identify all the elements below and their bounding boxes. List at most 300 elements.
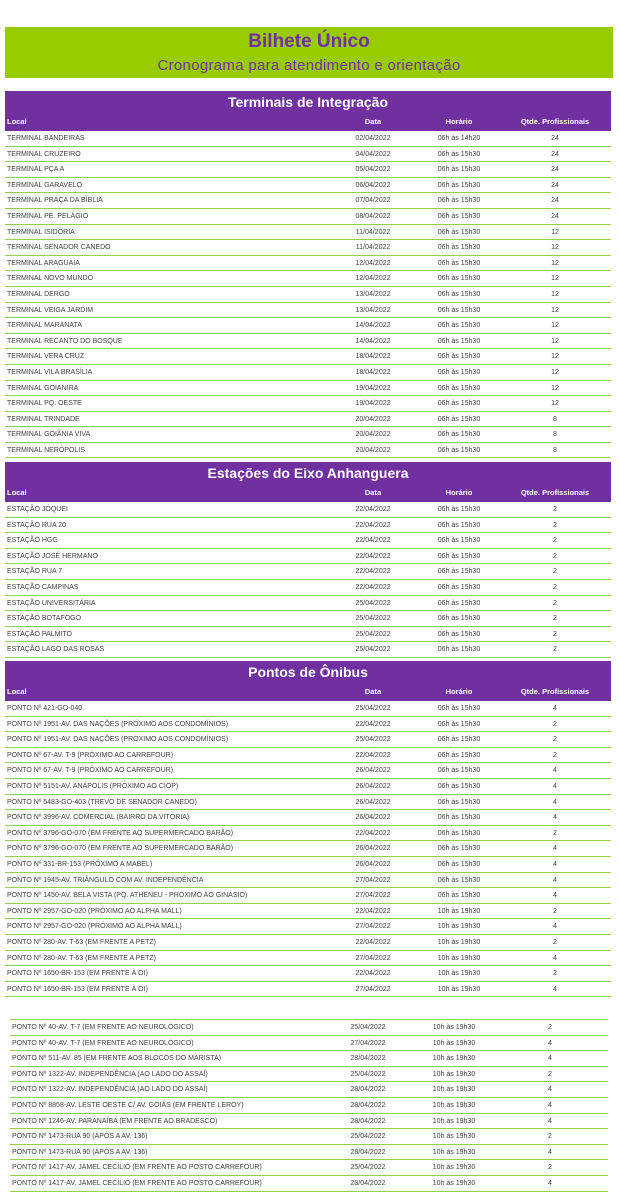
cell-local: TERMINAL RECANTO DO BOSQUE [7,337,123,345]
cell-qtde: 4 [553,876,557,884]
table-row [5,303,611,319]
section-title: Estações do Eixo Anhanguera [5,462,611,484]
column-header-local: Local [7,687,27,696]
cell-data: 27/04/2022 [355,954,391,962]
cell-qtde: 2 [553,615,557,623]
cell-data: 19/04/2022 [355,384,391,392]
cell-qtde: 2 [553,552,557,560]
cell-local: TERMINAL NOVO MUNDO [7,275,94,283]
table-row [10,1020,608,1036]
cell-qtde: 4 [553,860,557,868]
table-row [5,287,611,303]
section-pontos [5,661,611,997]
cell-qtde: 4 [548,1179,552,1187]
table-row [10,1036,608,1052]
cell-horario: 06h às 15h30 [437,782,481,790]
table-row [10,1114,608,1130]
cell-horario: 10h às 19h30 [432,1148,476,1156]
section-terminais [5,91,611,458]
cell-horario: 10h às 19h30 [432,1039,476,1047]
cell-local: PONTO Nº 40-AV. T-7 (EM FRENTE AO NEUROLÓGICO) [12,1024,194,1031]
table-row [10,1129,608,1145]
cell-local: TERMINAL PRAÇA DA BÍBLIA [7,197,103,205]
cell-horario: 06h às 15h30 [437,798,481,806]
cell-local: TERMINAL ARAGUAIA [7,259,80,267]
cell-data: 11/04/2022 [355,228,391,236]
table-row [10,1176,608,1192]
column-header-data: Data [364,687,382,696]
cell-local: TERMINAL VEIGA JARDIM [7,306,94,314]
cell-local: PONTO Nº 511-AV. 85 (EM FRENTE AOS BLOCOS DO MARISTA) [12,1055,222,1063]
cell-data: 06/04/2022 [355,181,391,189]
column-header-local: Local [7,488,27,497]
table-row [5,564,611,580]
table-body [5,131,611,458]
cell-local: ESTAÇÃO BOTAFOGO [7,615,82,623]
cell-qtde: 24 [551,150,559,158]
cell-qtde: 2 [553,907,557,915]
table-row [5,365,611,381]
cell-qtde: 2 [553,646,557,654]
cell-horario: 06h às 15h30 [437,506,481,513]
cell-horario: 06h às 15h30 [437,736,481,744]
cell-qtde: 4 [553,923,557,931]
cell-data: 08/04/2022 [355,212,391,220]
table-row [5,412,611,428]
cell-horario: 10h às 19h30 [432,1024,476,1031]
cell-data: 22/04/2022 [355,552,391,560]
cell-local: PONTO Nº 1322-AV. INDEPENDÊNCIA (AO LADO DO ASSAÍ) [12,1070,208,1078]
cell-qtde: 2 [553,537,557,545]
cell-qtde: 24 [551,135,559,142]
cell-data: 20/04/2022 [355,431,391,439]
cell-qtde: 2 [553,521,557,529]
cell-horario: 06h às 15h30 [437,228,481,236]
cell-local: TERMINAL MARANATA [7,322,82,330]
cell-local: PONTO Nº 67-AV. T-9 (PRÓXIMO AO CARREFOUR) [7,751,174,759]
cell-qtde: 12 [551,275,559,283]
cell-horario: 10h às 19h30 [437,907,481,915]
cell-local: TERMINAL ISIDÓRIA [7,228,75,236]
cell-local: PONTO Nº 2957-GO-020 (PRÓXIMO AO ALPHA MALL) [7,907,182,915]
cell-horario: 10h às 19h30 [432,1117,476,1125]
table-body [5,502,611,658]
section-estacoes [5,462,611,658]
cell-data: 28/04/2022 [350,1179,386,1187]
cell-horario: 06h às 15h30 [437,537,481,545]
cell-data: 22/04/2022 [355,521,391,529]
cell-horario: 06h às 15h30 [437,353,481,361]
table-row [5,779,611,795]
cell-qtde: 4 [553,767,557,775]
cell-local: TERMINAL SENADOR CANEDO [7,244,111,252]
cell-data: 20/04/2022 [355,446,391,454]
table-row [5,951,611,967]
table-row [5,982,611,998]
cell-qtde: 4 [553,985,557,993]
cell-local: PONTO Nº 1951-AV. DAS NAÇÕES (PRÓXIMO AOS CONDOMÍNIOS) [7,736,229,744]
cell-data: 13/04/2022 [355,306,391,314]
page-subtitle: Cronograma para atendimento e orientação [157,57,461,74]
cell-data: 25/04/2022 [355,599,391,607]
cell-data: 27/04/2022 [355,892,391,900]
cell-local: PONTO Nº 280-AV. T-63 (EM FRENTE A PETZ) [7,954,156,962]
cell-horario: 06h às 15h30 [437,337,481,345]
cell-qtde: 8 [553,431,557,439]
table-row [5,701,611,717]
cell-data: 26/04/2022 [355,782,391,790]
table-row [5,826,611,842]
table-row [5,271,611,287]
section-title: Terminais de Integração [5,91,611,113]
table-row [5,873,611,889]
table-row [5,349,611,365]
cell-horario: 10h às 19h30 [437,970,481,978]
cell-qtde: 4 [548,1117,552,1125]
cell-data: 27/04/2022 [355,876,391,884]
cell-horario: 06h às 15h30 [437,212,481,220]
cell-qtde: 24 [551,181,559,189]
table-row [5,966,611,982]
cell-data: 20/04/2022 [355,415,391,423]
table-row [5,533,611,549]
cell-qtde: 2 [553,720,557,728]
cell-horario: 06h às 15h30 [437,720,481,728]
cell-qtde: 2 [553,736,557,744]
cell-data: 22/04/2022 [355,506,391,513]
cell-data: 25/04/2022 [355,736,391,744]
cell-local: PONTO Nº 280-AV. T-63 (EM FRENTE A PETZ) [7,938,156,946]
cell-local: PONTO Nº 2957-GO-020 (PRÓXIMO AO ALPHA MALL) [7,923,182,931]
cell-qtde: 24 [551,197,559,205]
table-row [5,795,611,811]
column-header-row [5,683,611,701]
cell-data: 22/04/2022 [355,537,391,545]
cell-local: TERMINAL CRUZEIRO [7,150,81,158]
cell-qtde: 2 [553,751,557,759]
cell-horario: 10h às 19h30 [437,985,481,993]
cell-local: PONTO Nº 1246-AV. PARANAÍBA (EM FRENTE AO BRADESCO) [12,1117,218,1125]
cell-data: 26/04/2022 [355,814,391,822]
cell-horario: 06h às 15h30 [437,583,481,591]
title-banner [5,27,613,78]
cell-local: PONTO Nº 1473-RUA 90 (APÓS A AV. 136) [12,1148,148,1156]
table-row [10,1145,608,1161]
cell-horario: 06h às 15h30 [437,400,481,408]
section-title: Pontos de Ônibus [5,661,611,683]
cell-data: 22/04/2022 [355,568,391,576]
cell-local: ESTAÇÃO CAMPINAS [7,583,79,591]
cell-data: 12/04/2022 [355,275,391,283]
cell-horario: 10h às 19h30 [437,938,481,946]
cell-local: PONTO Nº 8858-AV. LESTE OESTE C/ AV. GOIÁS (EM FRENTE LEROY) [12,1101,244,1109]
column-header-local: Local [7,117,27,126]
cell-data: 25/04/2022 [350,1164,386,1172]
table-row [5,396,611,412]
cell-data: 25/04/2022 [350,1070,386,1078]
cell-qtde: 2 [553,506,557,513]
column-header-qtde: Qtde. Profissionais [520,117,590,126]
table-row [5,748,611,764]
cell-horario: 06h às 15h30 [437,415,481,423]
cell-local: TERMINAL GOIÂNIA VIVA [7,431,91,439]
cell-horario: 06h às 15h30 [437,599,481,607]
table-row [10,1051,608,1067]
table-row [5,193,611,209]
cell-horario: 06h às 15h30 [437,876,481,884]
cell-local: ESTAÇÃO JOSÉ HERMANO [7,552,98,560]
cell-qtde: 4 [553,705,557,712]
table-row [5,443,611,459]
column-header-data: Data [364,117,382,126]
cell-horario: 06h às 15h30 [437,197,481,205]
cell-horario: 10h às 19h30 [437,923,481,931]
cell-horario: 06h às 14h20 [437,135,481,142]
cell-qtde: 24 [551,212,559,220]
cell-local: PONTO Nº 67-AV. T-9 (PRÓXIMO AO CARREFOUR) [7,767,174,775]
column-header-qtde: Qtde. Profissionais [520,687,590,696]
cell-local: ESTAÇÃO RUA 20 [7,521,67,529]
cell-local: TERMINAL GARAVELO [7,181,83,189]
table-row [5,502,611,518]
table-row [5,318,611,334]
cell-local: PONTO Nº 1650-BR-153 (EM FRENTE À OI) [7,970,148,978]
cell-local: PONTO Nº 331-BR-153 (PRÓXIMO A MABEL) [7,860,153,868]
column-header-row [5,484,611,502]
cell-qtde: 12 [551,228,559,236]
cell-qtde: 2 [548,1164,552,1172]
cell-qtde: 4 [553,845,557,853]
cell-horario: 06h às 15h30 [437,860,481,868]
cell-local: TERMINAL PÇA A [7,166,65,174]
cell-local: TERMINAL DERGO [7,290,70,298]
cell-qtde: 2 [553,583,557,591]
table-row [5,162,611,178]
cell-horario: 10h às 19h30 [437,954,481,962]
cell-horario: 06h às 15h30 [437,306,481,314]
cell-local: PONTO Nº 1450-AV. BELA VISTA (PQ. ATHENEU - PRÓXIMO AO GINÁSIO) [7,892,248,900]
cell-local: PONTO Nº 3996-AV. COMERCIAL (BAIRRO DA VITÓRIA) [7,814,190,822]
table-row [5,518,611,534]
cell-local: TERMINAL GOIANIRA [7,384,79,392]
cell-data: 25/04/2022 [355,630,391,638]
cell-data: 11/04/2022 [355,244,391,252]
cell-qtde: 12 [551,259,559,267]
cell-local: PONTO Nº 5151-AV. ANÁPOLIS (PRÓXIMO AO CIOP) [7,782,179,790]
cell-qtde: 2 [548,1133,552,1141]
cell-data: 27/04/2022 [355,985,391,993]
column-header-data: Data [364,488,382,497]
cell-qtde: 4 [553,798,557,806]
cell-data: 28/04/2022 [350,1117,386,1125]
cell-local: ESTAÇÃO RUA 7 [7,568,63,576]
cell-data: 25/04/2022 [350,1024,386,1031]
cell-data: 22/04/2022 [355,720,391,728]
table-body [10,1020,608,1192]
cell-local: PONTO Nº 421-GO-040 [7,705,83,712]
cell-data: 25/04/2022 [355,646,391,654]
cell-local: TERMINAL BANDEIRAS [7,135,85,142]
cell-local: ESTAÇÃO JÓQUEI [7,506,68,513]
table-row [5,580,611,596]
cell-qtde: 4 [548,1055,552,1063]
cell-horario: 06h às 15h30 [437,244,481,252]
table-row [5,642,611,658]
table-row [10,1098,608,1114]
table-row [5,147,611,163]
cell-local: PONTO Nº 1951-AV. DAS NAÇÕES (PRÓXIMO AOS CONDOMÍNIOS) [7,720,229,728]
cell-qtde: 2 [553,970,557,978]
cell-local: TERMINAL PQ. OESTE [7,400,82,408]
cell-data: 22/04/2022 [355,829,391,837]
continuation-table [10,1019,608,1192]
cell-data: 04/04/2022 [355,150,391,158]
cell-horario: 06h às 15h30 [437,384,481,392]
cell-data: 22/04/2022 [355,907,391,915]
cell-data: 25/04/2022 [355,705,391,712]
cell-local: PONTO Nº 1473-RUA 90 (APÓS A AV. 136) [12,1133,148,1141]
cell-horario: 06h às 15h30 [437,166,481,174]
cell-data: 14/04/2022 [355,337,391,345]
cell-horario: 06h às 15h30 [437,446,481,454]
cell-horario: 10h às 19h30 [432,1086,476,1094]
cell-horario: 06h às 15h30 [437,181,481,189]
table-row [5,240,611,256]
table-row [5,904,611,920]
table-row [5,611,611,627]
cell-horario: 06h às 15h30 [437,431,481,439]
cell-horario: 06h às 15h30 [437,521,481,529]
table-row [5,919,611,935]
table-row [5,381,611,397]
cell-qtde: 2 [548,1024,552,1031]
cell-data: 22/04/2022 [355,751,391,759]
cell-data: 27/04/2022 [350,1039,386,1047]
table-row [10,1067,608,1083]
table-row [5,225,611,241]
cell-data: 27/04/2022 [355,923,391,931]
cell-qtde: 4 [548,1101,552,1109]
column-header-horario: Horário [445,488,473,497]
cell-qtde: 12 [551,337,559,345]
cell-horario: 10h às 19h30 [432,1070,476,1078]
table-row [5,717,611,733]
cell-qtde: 12 [551,353,559,361]
table-row [5,334,611,350]
cell-horario: 06h às 15h30 [437,322,481,330]
cell-local: PONTO Nº 1945-AV. TRIÂNGULO COM AV. INDEPENDÊNCIA [7,876,204,884]
table-body [5,701,611,997]
cell-horario: 06h às 15h30 [437,829,481,837]
cell-horario: 06h às 15h30 [437,552,481,560]
cell-data: 02/04/2022 [355,135,391,142]
cell-qtde: 12 [551,290,559,298]
cell-data: 26/04/2022 [355,860,391,868]
cell-local: ESTAÇÃO UNIVERSITÁRIA [7,599,96,607]
cell-local: PONTO Nº 40-AV. T-7 (EM FRENTE AO NEUROLÓGICO) [12,1039,194,1047]
cell-local: ESTAÇÃO HGG [7,537,58,545]
cell-data: 07/04/2022 [355,197,391,205]
cell-qtde: 12 [551,368,559,376]
cell-qtde: 2 [553,630,557,638]
cell-qtde: 4 [553,892,557,900]
table-row [5,732,611,748]
cell-local: PONTO Nº 1322-AV. INDEPENDÊNCIA (AO LADO DO ASSAÍ) [12,1086,208,1094]
cell-local: TERMINAL PE. PELÁGIO [7,212,89,220]
cell-qtde: 8 [553,446,557,454]
cell-qtde: 12 [551,384,559,392]
cell-horario: 06h às 15h30 [437,290,481,298]
cell-local: PONTO Nº 5483-GO-403 (TREVO DE SENADOR CANEDO) [7,798,197,806]
cell-qtde: 12 [551,400,559,408]
cell-data: 22/04/2022 [355,970,391,978]
cell-local: TERMINAL TRINDADE [7,415,80,423]
cell-horario: 06h às 15h30 [437,615,481,623]
cell-qtde: 4 [548,1039,552,1047]
cell-qtde: 8 [553,415,557,423]
cell-qtde: 4 [553,814,557,822]
column-header-horario: Horário [445,117,473,126]
page-title: Bilhete Único [248,31,370,52]
cell-horario: 06h às 15h30 [437,646,481,654]
cell-data: 18/04/2022 [355,368,391,376]
cell-horario: 06h às 15h30 [437,568,481,576]
cell-qtde: 2 [553,568,557,576]
cell-data: 26/04/2022 [355,767,391,775]
cell-local: PONTO Nº 1650-BR-153 (EM FRENTE À OI) [7,985,148,993]
column-header-qtde: Qtde. Profissionais [520,488,590,497]
cell-local: TERMINAL VERA CRUZ [7,353,85,361]
cell-data: 28/04/2022 [350,1086,386,1094]
cell-local: TERMINAL VILA BRASÍLIA [7,368,93,376]
cell-horario: 10h às 19h30 [432,1164,476,1172]
table-row [5,596,611,612]
cell-qtde: 12 [551,322,559,330]
column-header-horario: Horário [445,687,473,696]
cell-horario: 06h às 15h30 [437,845,481,853]
cell-data: 26/04/2022 [355,845,391,853]
cell-qtde: 24 [551,166,559,174]
cell-data: 28/04/2022 [350,1101,386,1109]
table-row [5,841,611,857]
cell-data: 22/04/2022 [355,583,391,591]
table-row [5,131,611,147]
cell-horario: 06h às 15h30 [437,892,481,900]
cell-horario: 06h às 15h30 [437,751,481,759]
table-row [5,256,611,272]
cell-horario: 06h às 15h30 [437,814,481,822]
cell-horario: 10h às 19h30 [432,1133,476,1141]
cell-data: 25/04/2022 [355,615,391,623]
cell-qtde: 2 [553,938,557,946]
cell-qtde: 4 [553,782,557,790]
table-row [5,178,611,194]
table-row [5,427,611,443]
table-row [5,810,611,826]
cell-horario: 10h às 19h30 [432,1179,476,1187]
cell-qtde: 12 [551,306,559,314]
table-row [5,209,611,225]
cell-data: 28/04/2022 [350,1148,386,1156]
cell-qtde: 2 [548,1070,552,1078]
cell-data: 05/04/2022 [355,166,391,174]
table-row [5,549,611,565]
cell-qtde: 4 [548,1148,552,1156]
cell-local: PONTO Nº 3796-GO-070 (EM FRENTE AO SUPERMERCADO BARÃO) [7,829,234,837]
cell-horario: 06h às 15h30 [437,150,481,158]
cell-data: 25/04/2022 [350,1133,386,1141]
table-row [10,1082,608,1098]
